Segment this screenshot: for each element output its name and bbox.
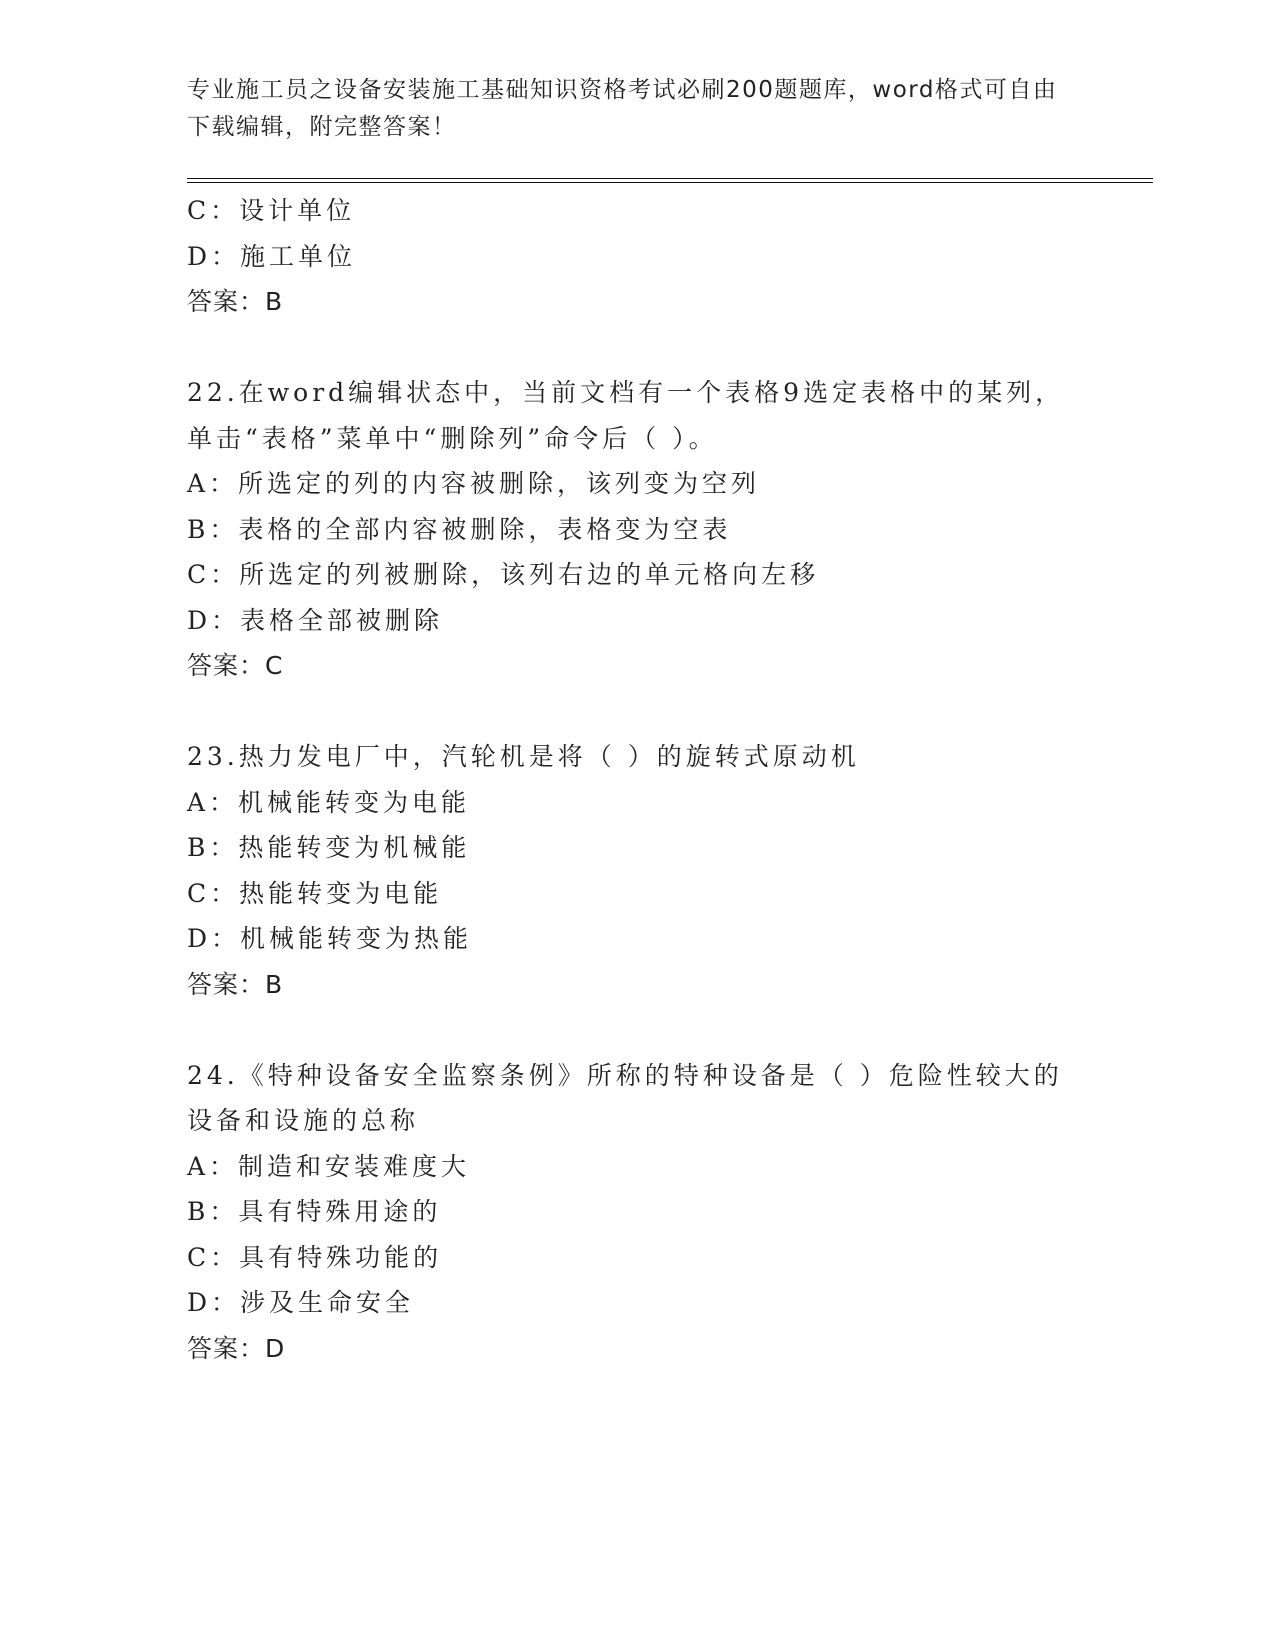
option-d: D：施工单位 [187, 241, 357, 271]
question-22 [187, 370, 1087, 689]
question-stem: 22.在word编辑状态中，当前文档有一个表格9选定表格中的某列， [187, 378, 1065, 407]
spacer [187, 325, 1087, 371]
question-stem: 设备和设施的总称 [187, 1106, 420, 1135]
option-b: B：热能转变为机械能 [187, 833, 471, 862]
option-b: B：具有特殊用途的 [187, 1197, 442, 1226]
answer-line: 答案：D [187, 1333, 286, 1363]
answer-line: 答案：B [187, 287, 284, 316]
question-stem: 单击“表格”菜单中“删除列”命令后（ ）。 [187, 423, 718, 453]
question-23 [187, 734, 1087, 1007]
option-a: A：所选定的列的内容被删除，该列变为空列 [187, 469, 761, 498]
question-24 [187, 1053, 1087, 1372]
option-d: D：涉及生命安全 [187, 1288, 415, 1317]
header-line-2: 下载编辑，附完整答案！ [187, 114, 457, 140]
header-line-1: 专业施工员之设备安装施工基础知识资格考试必刷200题题库，word格式可自由 [187, 77, 1058, 103]
document-header [187, 72, 1087, 146]
option-d: D：表格全部被删除 [187, 605, 444, 635]
option-c: C：热能转变为电能 [187, 878, 443, 908]
document-body [187, 188, 1087, 1371]
spacer [187, 1007, 1087, 1053]
question-21-continued [187, 188, 1087, 325]
answer-line: 答案：C [187, 651, 284, 680]
question-stem: 24.《特种设备安全监察条例》所称的特种设备是（ ）危险性较大的 [187, 1060, 1063, 1090]
question-stem: 23.热力发电厂中，汽轮机是将（ ）的旋转式原动机 [187, 742, 860, 771]
option-b: B：表格的全部内容被删除，表格变为空表 [187, 514, 732, 544]
option-a: A：机械能转变为电能 [187, 787, 471, 817]
spacer [187, 689, 1087, 735]
answer-line: 答案：B [187, 969, 284, 999]
option-c: C：具有特殊功能的 [187, 1242, 443, 1272]
option-c: C：设计单位 [187, 196, 356, 225]
option-a: A：制造和安装难度大 [187, 1151, 471, 1181]
option-d: D：机械能转变为热能 [187, 924, 473, 953]
option-c: C：所选定的列被删除，该列右边的单元格向左移 [187, 560, 820, 589]
header-divider [187, 178, 1153, 183]
